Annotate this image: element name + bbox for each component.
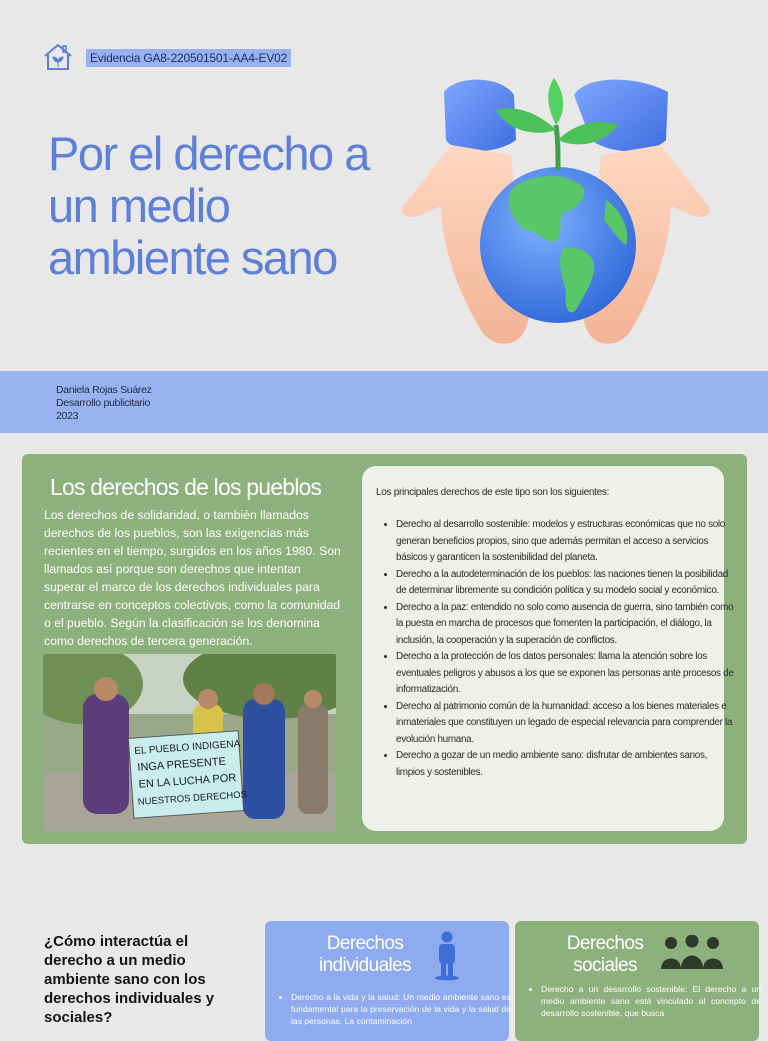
question-heading: ¿Cómo interactúa el derecho a un medio ambiente sano con los derechos individuales y sociales? — [44, 933, 215, 1026]
section-title: Los derechos de los pueblos — [50, 474, 322, 500]
sign-line: EN LA LUCHA POR — [138, 772, 237, 791]
house-leaf-icon — [42, 42, 74, 72]
list-item: • Derecho a la paz: entendido no solo como ausencia de guerra, sino también como la puesta en marcha de procesos que fomenten la participación, el diálogo, la inclusión, la cooperación y la superación de conflictos. — [396, 600, 734, 650]
sign-line: INGA PRESENTE — [137, 755, 227, 774]
indigenous-protest-photo — [43, 654, 336, 831]
title-line: Por el derecho a — [48, 127, 369, 180]
box-title-line: Derechos — [326, 933, 404, 954]
person-icon — [433, 931, 461, 981]
box-list — [527, 983, 761, 1019]
box-title-line: individuales — [318, 955, 412, 976]
box-title — [305, 933, 425, 977]
author-program: Desarrollo publicitario — [56, 397, 151, 409]
sign-line: NUESTROS DERECHOS — [137, 789, 248, 808]
list-item: • Derecho a la protección de los datos personales: llama la atención sobre los eventuales peligros y abusos a los que se exponen las personas ante procesos de informatización. — [396, 649, 734, 699]
rights-intro: Los principales derechos de este tipo son los siguientes: — [376, 487, 610, 498]
hands-holding-earth-illustration — [396, 70, 716, 360]
sign-line: EL PUEBLO INDIGENA — [133, 738, 241, 758]
evidence-tag: Evidencia GA8-220501501-AA4-EV02 — [86, 49, 291, 67]
page-title — [48, 128, 408, 284]
list-item: • Derecho al patrimonio común de la humanidad: acceso a los bienes materiales e inmateriales que constituyen un legado de especial relevancia para comprender la evolución humana. — [396, 699, 734, 749]
list-item: • Derecho a la autodeterminación de los pueblos: las naciones tienen la posibilidad de determinar libremente su condición política y su modelo social y económico. — [396, 567, 734, 600]
list-item: • Derecho a la vida y la salud: Un medio ambiente sano es fundamental para la preservación de la vida y la salud de las personas. La contaminación — [291, 991, 511, 1027]
sprout-stem — [556, 125, 558, 170]
group-icon — [659, 935, 725, 971]
list-item: • Derecho a un desarrollo sostenible: El derecho a un medio ambiente sano está vinculado al concepto de desarrollo sostenible, que busca — [541, 983, 761, 1019]
author-year: 2023 — [56, 410, 79, 422]
box-title-line: sociales — [573, 955, 637, 976]
individual-rights-box — [265, 921, 509, 1041]
rights-list — [376, 517, 734, 781]
leaf — [548, 78, 563, 125]
author-name: Daniela Rojas Suárez — [56, 384, 152, 396]
title-line: ambiente sano — [48, 231, 337, 284]
box-title — [545, 933, 665, 977]
list-item: • Derecho al desarrollo sostenible: modelos y estructuras económicas que no solo generan beneficios propios, sino que además permitan el acceso a servicios básicos y garanticen la sostenibilidad del planeta. — [396, 517, 734, 567]
list-item: • Derecho a gozar de un medio ambiente sano: disfrutar de ambientes sanos, limpios y sostenibles. — [396, 748, 734, 781]
author-band — [0, 371, 768, 433]
box-list — [277, 991, 511, 1027]
title-line: un medio — [48, 179, 230, 232]
section-paragraph: Los derechos de solidaridad, o también llamados derechos de los pueblos, son las exigencias más recientes en el tiempo, surgidos en los años 1980. Son llamados así porque son derechos que intentan superar el marco de los derechos individuales para centrarse en conceptos colectivos, como la comunidad o el pueblo. Según la clasificación se los denomina como derechos de tercera generación. — [44, 508, 341, 648]
box-title-line: Derechos — [566, 933, 644, 954]
social-rights-box — [515, 921, 759, 1041]
